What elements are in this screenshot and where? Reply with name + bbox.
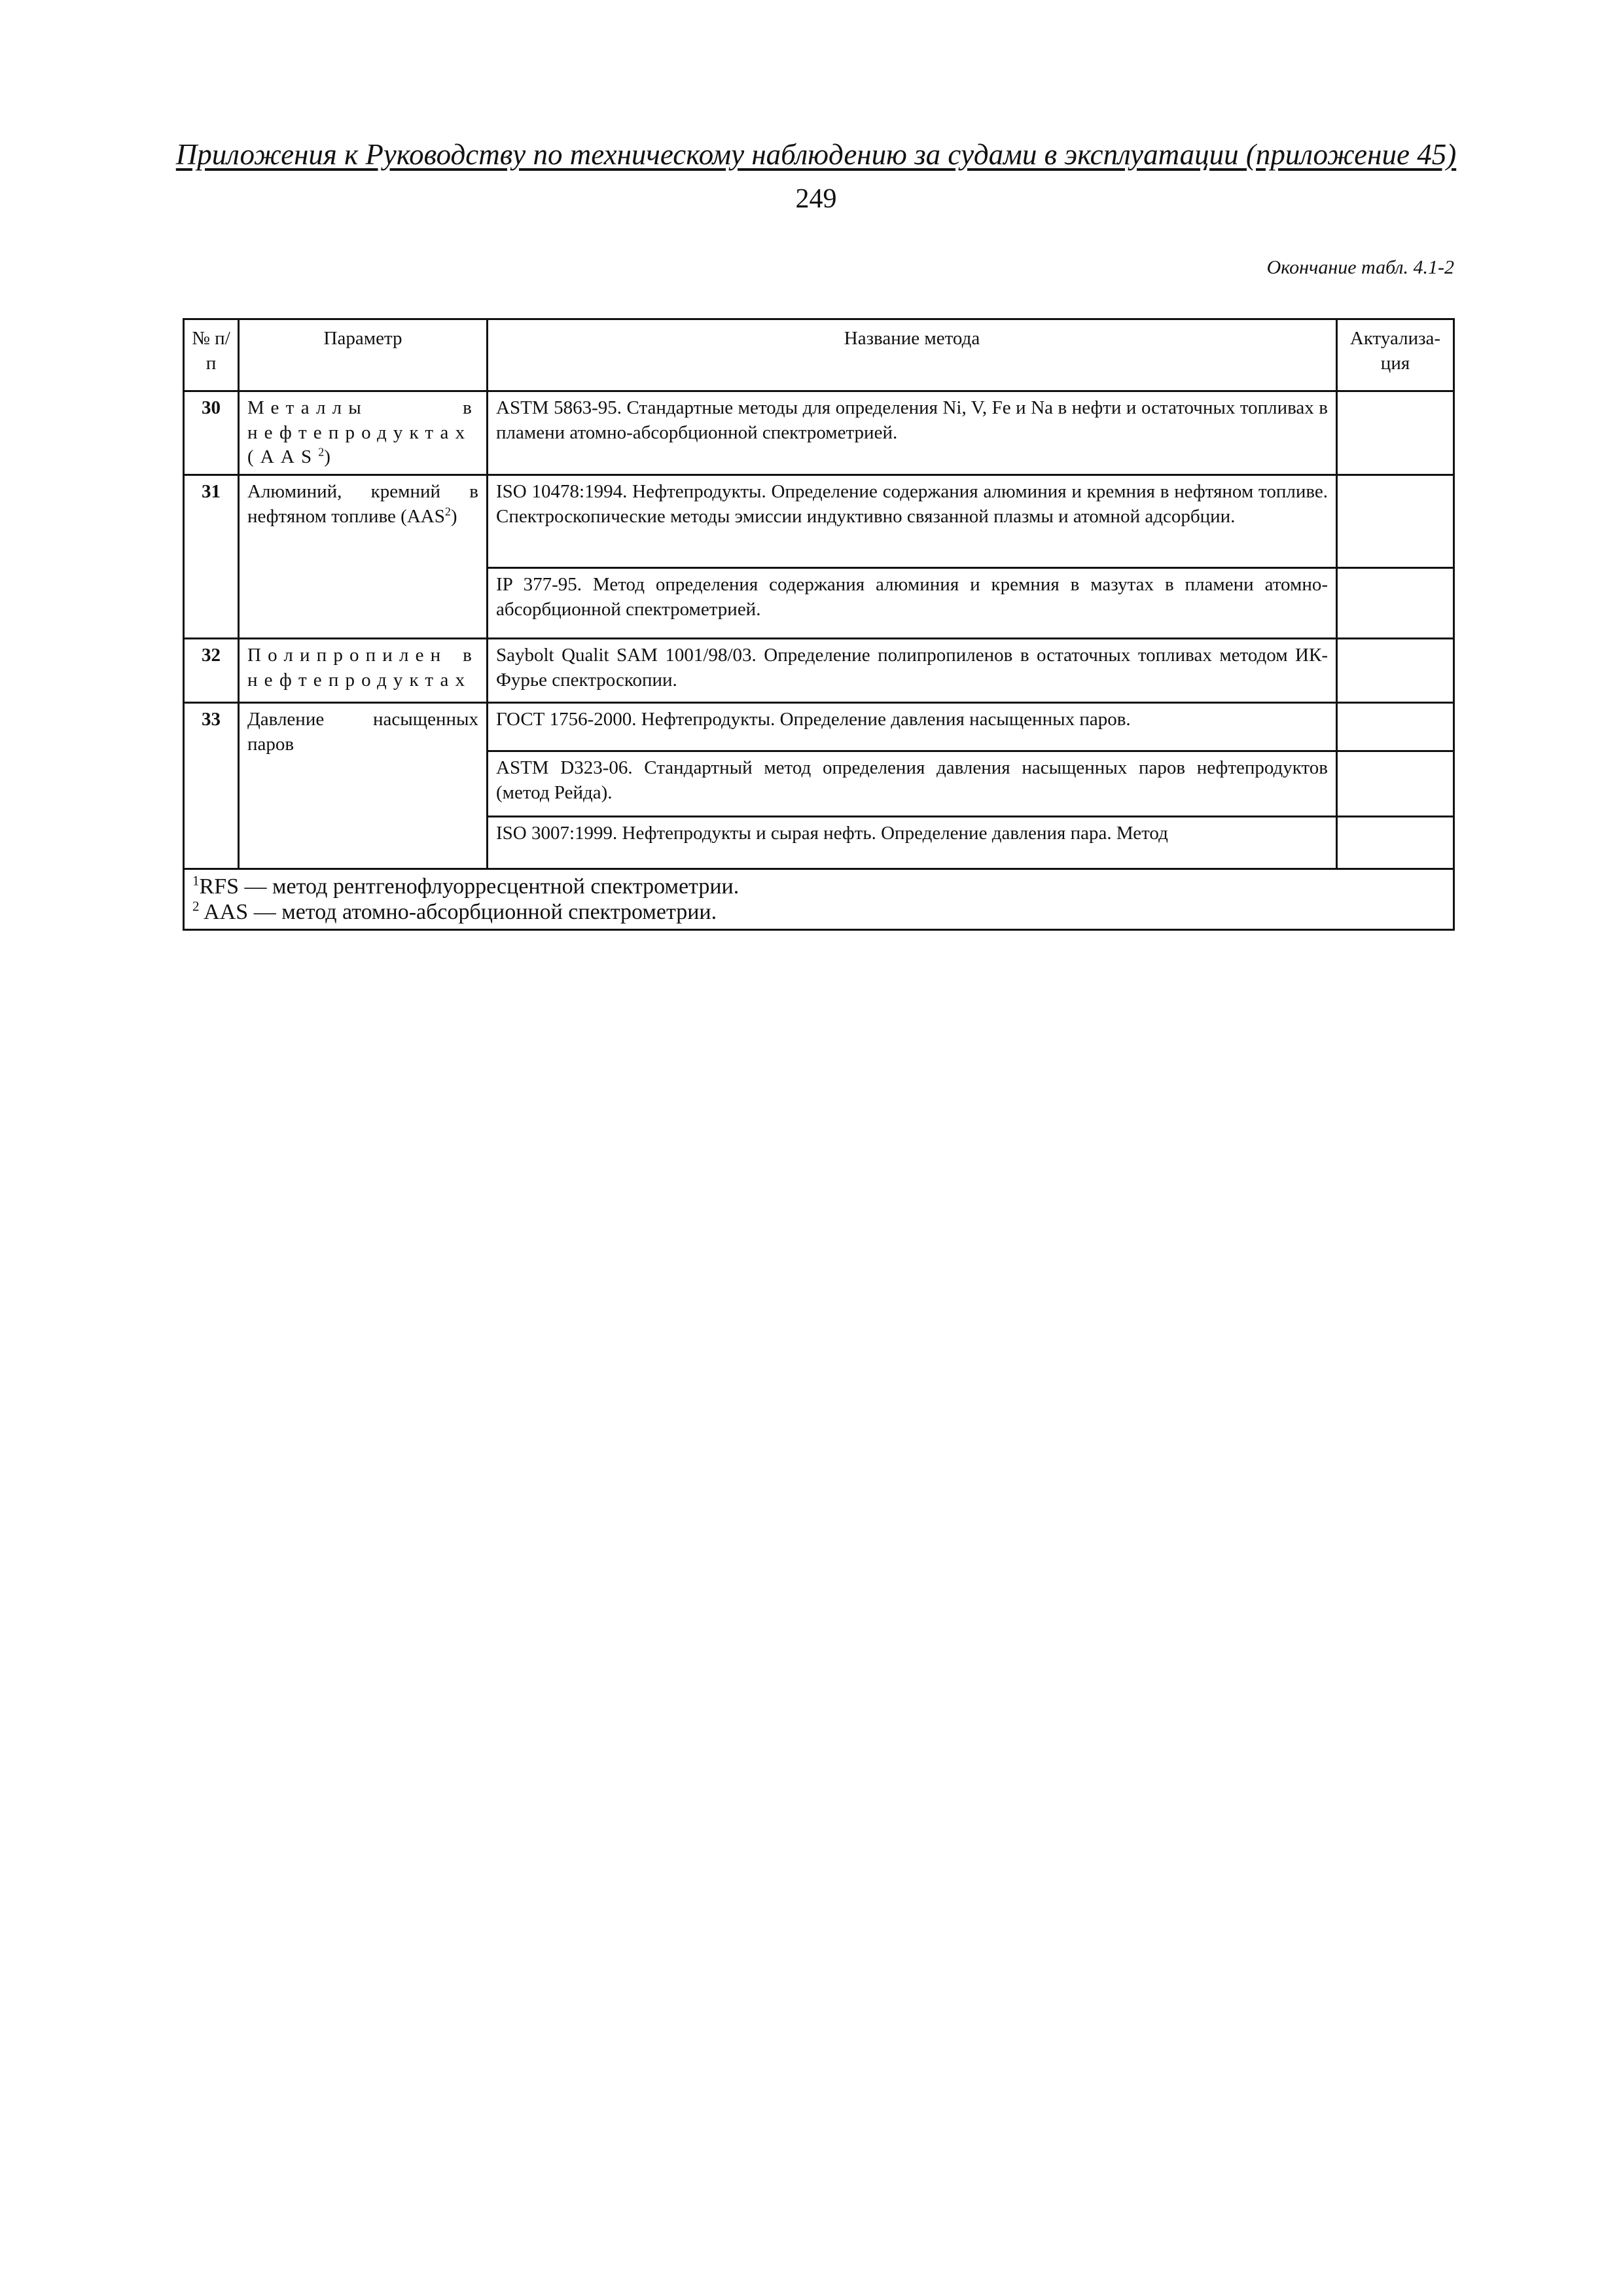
update-cell <box>1337 391 1454 475</box>
footnote-ref: 2 <box>318 445 325 459</box>
method-cell: ISO 3007:1999. Нефтепродукты и сырая нефть. Определение давления пара. Метод <box>488 817 1337 869</box>
footnote-mark: 2 <box>192 898 200 914</box>
footnote-text: AAS — метод атомно-абсорбционной спектрометрии. <box>199 900 717 925</box>
method-cell: IP 377-95. Метод определения содержания алюминия и кремния в мазутах в пламени атомно-абсорбционной спектрометрией. <box>488 568 1337 639</box>
parameter-cell <box>239 391 488 475</box>
method-cell: ГОСТ 1756-2000. Нефтепродукты. Определение давления насыщенных паров. <box>488 703 1337 751</box>
footnotes-cell <box>184 869 1454 930</box>
footnote-ref: 2 <box>444 505 451 518</box>
parameter-tail: ) <box>450 505 457 527</box>
footnotes-row <box>184 869 1454 930</box>
column-header-num: № п/п <box>184 319 239 391</box>
update-cell <box>1337 703 1454 751</box>
method-cell: ASTM 5863-95. Стандартные методы для определения Ni, V, Fe и Na в нефти и остаточных топливах в пламени атомно-абсорбционной спектрометрией. <box>488 391 1337 475</box>
table-row <box>184 391 1454 475</box>
parameter-cell <box>239 639 488 703</box>
footnote <box>192 899 1445 925</box>
column-header-update: Актуализа-ция <box>1337 319 1454 391</box>
parameter-text: Металлы в нефтепродуктах (AAS <box>247 397 478 468</box>
parameter-text: Алюминий, кремний в нефтяном топливе (AAS <box>247 481 478 527</box>
update-cell <box>1337 817 1454 869</box>
footnote-text: RFS — метод рентгенофлуорресцентной спектрометрии. <box>199 874 740 899</box>
parameter-text: Давление насыщенных паров <box>247 709 478 755</box>
parameter-cell <box>239 703 488 869</box>
page-number: 249 <box>795 184 837 214</box>
column-header-param: Параметр <box>239 319 488 391</box>
update-cell <box>1337 475 1454 568</box>
parameter-cell <box>239 475 488 639</box>
method-cell: ISO 10478:1994. Нефтепродукты. Определение содержания алюминия и кремния в нефтяном топливе. Спектроскопические методы эмиссии индуктивно связанной плазмы и атомной адсорбции. <box>488 475 1337 568</box>
methods-table <box>183 318 1455 931</box>
update-cell <box>1337 568 1454 639</box>
update-cell <box>1337 639 1454 703</box>
column-header-method: Название метода <box>488 319 1337 391</box>
footnote-mark: 1 <box>192 872 200 889</box>
method-cell: Saybolt Qualit SAM 1001/98/03. Определение полипропиленов в остаточных топливах методом ИК-Фурье спектроскопии. <box>488 639 1337 703</box>
running-title: Приложения к Руководству по техническому наблюдению за судами в эксплуатации (приложение 45) <box>175 138 1457 171</box>
parameter-tail: ) <box>324 446 330 468</box>
row-number: 31 <box>184 475 239 639</box>
update-cell <box>1337 751 1454 817</box>
table-caption: Окончание табл. 4.1-2 <box>1266 257 1454 278</box>
row-number: 32 <box>184 639 239 703</box>
method-cell: ASTM D323-06. Стандартный метод определения давления насыщенных паров нефтепродуктов (метод Рейда). <box>488 751 1337 817</box>
table-header-row <box>184 319 1454 391</box>
row-number: 30 <box>184 391 239 475</box>
row-number: 33 <box>184 703 239 869</box>
footnote <box>192 874 1445 899</box>
parameter-text: Полипропилен в нефтепродуктах <box>247 645 478 691</box>
table-row <box>184 475 1454 568</box>
table-row <box>184 703 1454 751</box>
table-row <box>184 639 1454 703</box>
